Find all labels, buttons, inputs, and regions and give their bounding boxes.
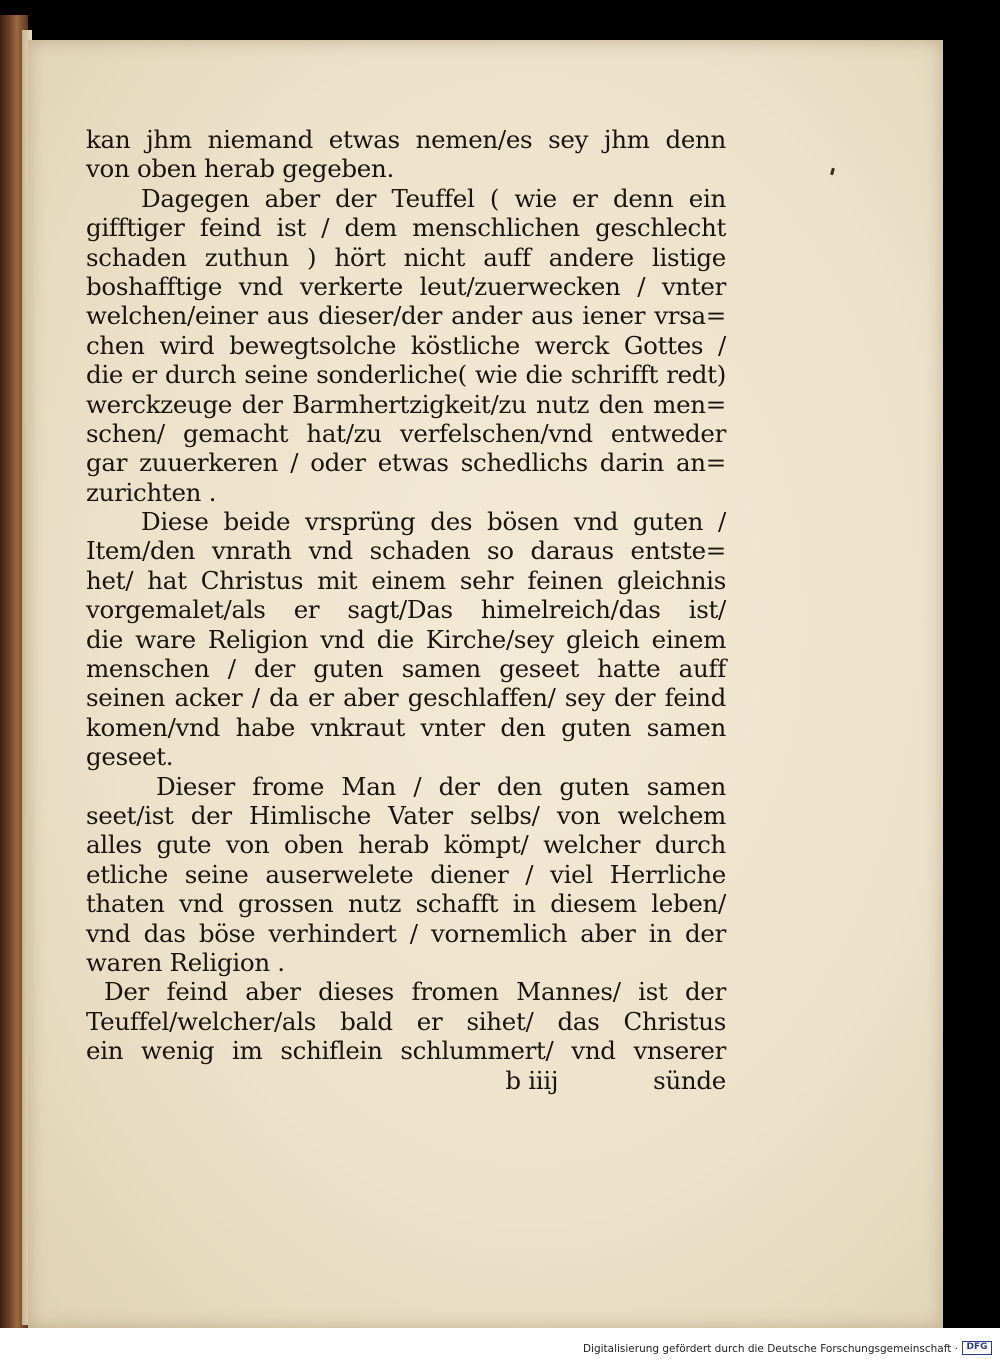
ink-mark [830,168,835,176]
text-line: alles gute von oben herab kömpt/ welcher durch [86,830,726,860]
text-line: zurichten . [86,477,217,507]
text-line: Dagegen aber der Teuffel ( wie er denn ein [141,183,726,213]
text-line: gifftiger feind ist / dem menschlichen geschlecht [86,213,726,243]
text-line: ein wenig im schiflein schlummert/ vnd vnserer [86,1036,726,1066]
text-line: chen wird bewegtsolche köstliche werck Gottes / [86,330,726,360]
text-line: thaten vnd grossen nutz schafft in diesem leben/ [86,889,726,919]
text-line: Item/den vnrath vnd schaden so daraus entste= [86,536,726,566]
text-line: die er durch seine sonderliche( wie die schrifft redt) [86,360,726,390]
text-line: Der feind aber dieses fromen Mannes/ ist der [104,977,726,1007]
text-line: seet/ist der Himlische Vater selbs/ von welchem [86,800,726,830]
text-line: Teuffel/welcher/als bald er sihet/ das Christus [86,1006,726,1036]
text-line: welchen/einer aus dieser/der ander aus iener vrsa= [86,301,726,331]
text-line: geseet. [86,742,174,772]
text-line: schen/ gemacht hat/zu verfelschen/vnd entweder [86,418,726,448]
text-line: het/ hat Christus mit einem sehr feinen gleichnis [86,565,726,595]
book-page [28,40,943,1328]
page-footer [86,1066,726,1095]
text-line: vnd das böse verhindert / vornemlich aber in der [86,918,726,948]
text-line: schaden zuthun ) hört nicht auff andere listige [86,242,726,272]
text-line: die ware Religion vnd die Kirche/sey gleich einem [86,624,726,654]
text-line: gar zuuerkeren / oder etwas schedlichs darin an= [86,448,726,478]
text-line: waren Religion . [86,947,285,977]
text-line: menschen / der guten samen geseet hatte auff [86,654,726,684]
dfg-logo: DFG [962,1341,992,1355]
page-text [86,125,726,1095]
text-line: Diese beide vrsprüng des bösen vnd guten / [141,507,726,537]
text-line: seinen acker / da er aber geschlaffen/ sey der feind [86,683,726,713]
text-line: von oben herab gegeben. [86,154,394,184]
signature-mark: b iiij [505,1065,559,1095]
text-line: werckzeuge der Barmhertzigkeit/zu nutz den men= [86,389,726,419]
text-line: boshafftige vnd verkerte leut/zuerwecken / vnter [86,271,726,301]
text-line: vorgemalet/als er sagt/Das himelreich/das ist/ [86,595,726,625]
text-line: komen/vnd habe vnkraut vnter den guten samen [86,712,726,742]
text-line: etliche seine auserwelete diener / viel Herrliche [86,859,726,889]
funding-note: Digitalisierung gefördert durch die Deutsche Forschungsgemeinschaft · [582,1343,958,1355]
text-line: Dieser frome Man / der den guten samen [156,771,726,801]
text-line: kan jhm niemand etwas nemen/es sey jhm denn [86,125,726,154]
catchword: sünde [653,1065,726,1095]
